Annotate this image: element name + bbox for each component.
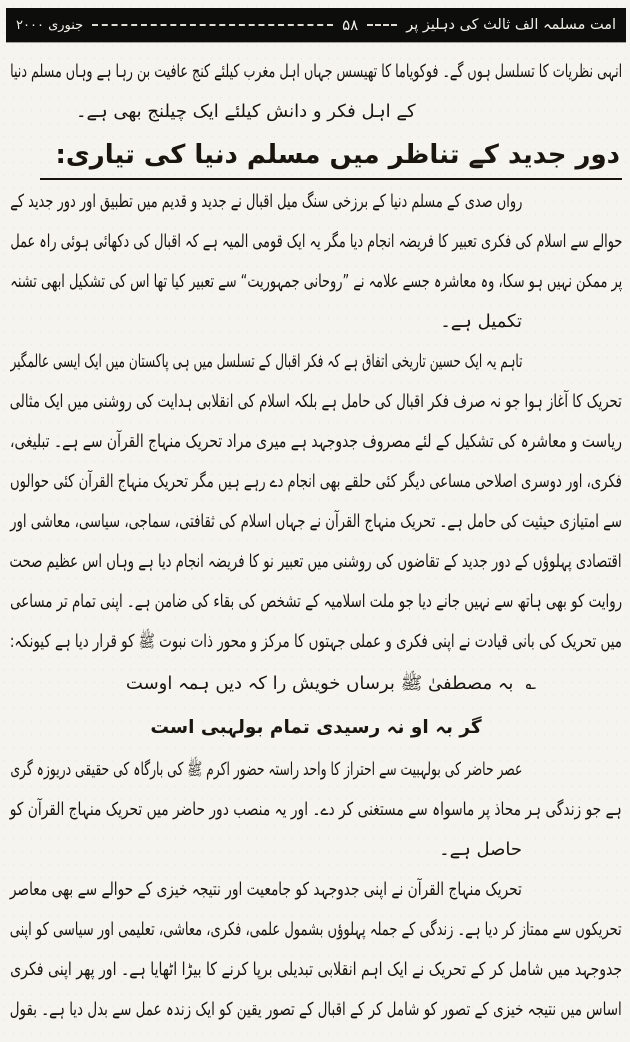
text-line: اقتصادی پہلوؤں کے دور جدید کے تقاضوں کی روشنی میں تعبیر نو کا فریضہ انجام دیا ہے وہاں اس عظیم صحت [10, 551, 622, 572]
text-line: اساس میں نتیجہ خیزی کے تصور کو شامل کر کے اقبال کے تصور یقین کو ایک زندہ عمل سے بدل دیا ہے۔ بقول [10, 999, 622, 1020]
couplet-line [10, 706, 622, 750]
text-line: عصر حاضر کی بولہبیت سے احتراز کا واحد راستہ حضور اکرم ﷺ کی بارگاہ کی حقیقی دریوزہ گری [9, 759, 522, 780]
page-number: ۵۸ [342, 16, 359, 34]
verse-text: بہ مصطفیٰ ﷺ برساں خویش را کہ دیں ہمہ اوست [125, 673, 514, 694]
text-line: تحریکوں سے ممتاز کر دیا ہے۔ زندگی کے جملہ پہلوؤں بشمول علمی، فکری، معاشی، تعلیمی اور سیاسی کو اپنی [10, 919, 622, 940]
text-line: انہی نظریات کا تسلسل ہوں گے۔ فوکویاما کا تھیسس جہاں اہل مغرب کیلئے کنج عافیت بن رہا ہے وہاں مسلم دنیا [9, 61, 622, 82]
page-body [0, 42, 630, 1030]
dash-leader [92, 24, 333, 26]
text-line: تکمیل ہے۔ [440, 311, 522, 332]
paragraph-bulahab [10, 750, 622, 870]
paragraph-tehreek [10, 342, 622, 662]
verse-text: گر بہ او نہ رسیدی تمام بولہبی است [150, 717, 482, 738]
text-line: فکری، اور دوسری اصلاحی مساعی دیگر کئی حلقے بھی انجام دے رہے ہیں مگر تحریک منہاج القرآن کئی حوالوں [9, 471, 622, 492]
text-line: پر ممکن نہیں ہو سکا، وہ معاشرہ جسے علامہ نے ”روحانی جمہوریت“ سے تعبیر کیا تھا اس کی تشکیل ابھی تشنہ [9, 271, 622, 292]
paragraph-intro [10, 52, 622, 132]
book-title: امت مسلمہ الف ثالث کی دہلیز پر [406, 17, 616, 33]
verse-marker: ؎ [525, 673, 536, 694]
text-line: میں تحریک کی بانی قیادت نے اپنی فکری و عملی جہتوں کا مرکز و محور ذات نبوت ﷺ کو قرار دیا ہے کیونکہ: [9, 631, 622, 652]
text-line: سے امتیازی حیثیت کی حامل ہے۔ تحریک منہاج القرآن نے جہاں اسلام کی ثقافتی، سماجی، سیاسی، معاشی اور [10, 511, 622, 532]
page-header-bar [6, 8, 626, 42]
text-line: ریاست و معاشرہ کی تشکیل کے لئے مصروف جدوجہد ہے میری مراد تحریک منہاج القرآن سے ہے۔ تبلیغی، [10, 431, 622, 452]
text-line: روایت کو بھی ہاتھ سے نہیں جانے دیا جو ملت اسلامیہ کے تشخص کی بقاء کی ضامن ہے۔ اپنی تمام تر مساعی [9, 591, 622, 612]
section-heading-row [10, 132, 622, 182]
text-line: تاہم یہ ایک حسین تاریخی اتفاق ہے کہ فکر اقبال کے تسلسل میں ہی پاکستان میں ایک ایسی عالمگیر [9, 351, 522, 372]
couplet-block [10, 662, 622, 750]
text-line: کے اہل فکر و دانش کیلئے ایک چیلنج بھی ہے۔ [76, 101, 416, 122]
dash-leader [367, 24, 397, 26]
section-heading: دور جدید کے تناظر میں مسلم دنیا کی تیاری: [40, 138, 622, 180]
couplet-line [10, 662, 622, 706]
text-line: حاصل ہے۔ [439, 839, 522, 860]
text-line: تحریک کا آغاز ہوا جو نہ صرف فکر اقبال کی حامل ہے بلکہ اسلام کی انقلابی ہدایت کی روشنی میں ایک مثالی [9, 391, 622, 412]
paragraph-iqbal [10, 182, 622, 342]
paragraph-jamiyat [10, 870, 622, 1030]
text-line: رواں صدی کے مسلم دنیا کے برزخی سنگ میل اقبال نے جدید و قدیم میں تطبیق اور دور جدید کے [9, 191, 522, 212]
text-line: تحریک منہاج القرآن نے اپنی جدوجہد کو جامعیت اور نتیجہ خیزی کے حوالے سے بھی معاصر [10, 879, 522, 900]
text-line: جدوجہد میں شامل کر کے تحریک نے ایک اہم انقلابی تبدیلی برپا کرنے کا بیڑا اٹھایا ہے۔ اور پھر اپنی فکری [9, 959, 622, 980]
text-line: ہے جو زندگی ہر محاذ پر ماسواہ سے مستغنی کر دے۔ اور یہ منصب دور حاضر میں تحریک منہاج القرآن کو [9, 799, 622, 820]
issue-date: جنوری ۲۰۰۰ [16, 17, 84, 33]
text-line: حوالے سے اسلام کی فکری تعبیر کا فریضہ انجام دیا مگر یہ ایک قومی المیہ ہے کہ اقبال کی دکھائی ہوئی راہ عمل [10, 231, 622, 252]
